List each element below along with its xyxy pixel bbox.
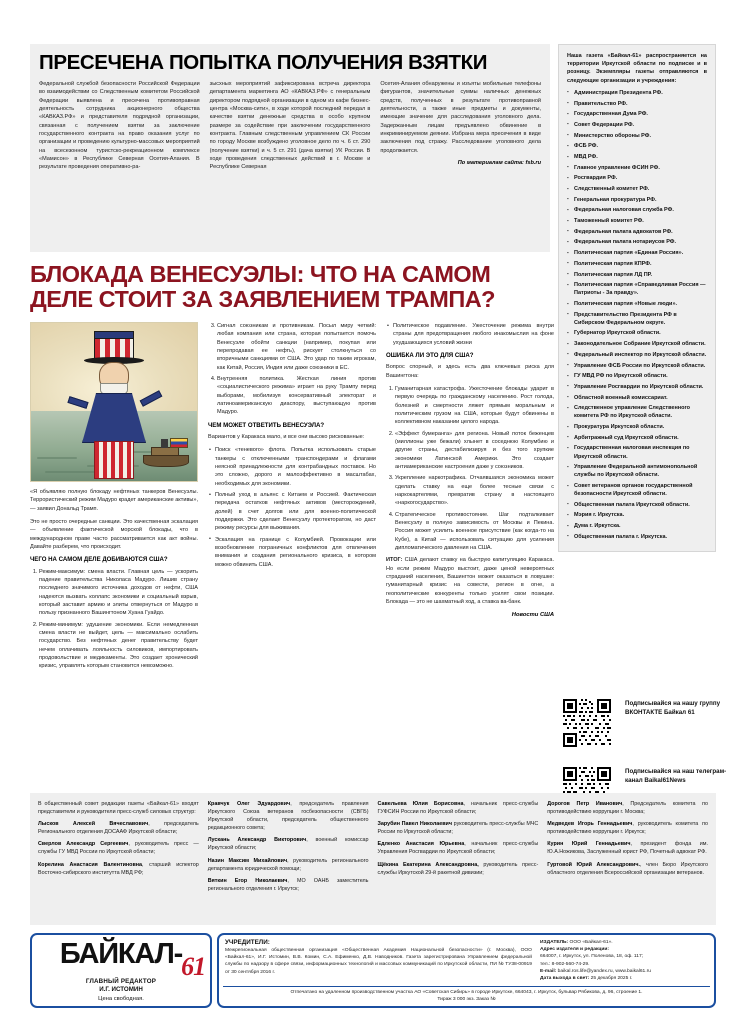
main-story-quote: «Я объявляю полную блокаду нефтяных танкеров Венесуэлы. Террористический режим Мадуро крадет американские активы», — заявил Дональд Трамп.	[30, 489, 198, 512]
answer-item-4: • Политическое подавление. Ужесточение режима внутри страны для предотвращения любого инакомыслия на фоне ухудшающихся условий жизни	[393, 322, 554, 347]
main-story-conclusion	[386, 556, 554, 606]
distribution-list-item: ▪ Государственная Дума РФ.	[567, 110, 707, 118]
distribution-list-item: ▪ Росгвардия РФ.	[567, 174, 707, 182]
distribution-list-item: ▪ Следственное управление Следственного комитета РФ по Иркутской области.	[567, 404, 707, 420]
publisher-heading: ИЗДАТЕЛЬ:	[540, 940, 569, 945]
distribution-list-item: ▪ Представительство Президента РФ в Сибирском Федеральном округе.	[567, 311, 707, 327]
main-story-column-1	[30, 322, 198, 675]
board-member-5	[208, 857, 369, 873]
qr-code-vk-icon[interactable]	[558, 694, 616, 752]
release-label: Дата выхода в свет:	[540, 976, 590, 982]
release-value: 25 декабря 2025 г.	[589, 976, 633, 982]
distribution-list-item: ▪ Политическая партия КПРФ.	[567, 260, 707, 268]
distribution-list-item: ▪ Таможенный комитет РФ.	[567, 217, 707, 225]
distribution-list-item: ▪ ФСБ РФ.	[567, 142, 707, 150]
distribution-list-item: ▪ Генеральная прокуратура РФ.	[567, 196, 707, 204]
board-member-8	[378, 820, 539, 836]
mistake-item-4: 4. Стратегическое противостояние. Шаг подталкивает Венесуэлу в полную зависимость от Москвы и Пекина. Россия может усилить военное присутствие (как когда-то на Кубе), а Китай — использовать ситуацию для усиления дипломатического давления на США.	[395, 511, 554, 553]
publisher-line	[540, 939, 708, 946]
distribution-list-item: ▪ Управление Росгвардии по Иркутской области.	[567, 383, 707, 391]
email-label: E-mail:	[540, 968, 557, 974]
distribution-list-item: ▪ Политическая партия «Единая Россия».	[567, 249, 707, 257]
board-member-1	[38, 840, 199, 856]
distribution-list-item: ▪ Арбитражный суд Иркутской области.	[567, 434, 707, 442]
goals-list-cont	[208, 322, 376, 417]
main-story-headline: БЛОКАДА ВЕНЕСУЭЛЫ: ЧТО НА САМОМ ДЕЛЕ СТОИТ ЗА ЗАЯВЛЕНИЕМ ТРАМПА?	[30, 261, 496, 312]
answer-item-2: • Полный уход в альянс с Китаем и Россией. Фактическая передача остатков нефтяных активов (месторождений, долей) в счет долгов или для военно-политической поддержки. Это сделает Венесуэлу протекторатом, но даст режиму ресурсы для выживания.	[215, 491, 376, 533]
top-story-column-1	[39, 80, 200, 176]
distribution-list-item: ▪ Общественная палата Иркутской области.	[567, 501, 707, 509]
top-story-text-2: зысхных мероприятий зафиксирована встреча директора департамента маркетинга АО «КАВКАЗ.РФ» с генеральным директором подрядной организации в одном из кафе бизнес-центра «Москва-сити», в ходе которой последний передал в качестве взятки денежные средства в особо крупном размере за содействие при заключении государственного контракта. Главным следственным управлением СК России по городу Москве возбуждено уголовное дело по ч. 6 ст. 290 (получение взятки) и ч. 5 ст. 291 (дача взятки) УК России. В ходе проведения следственных действий в г. Москве и Республике Северная	[209, 81, 371, 171]
goal-item-2: 2. Режим-минимум: удушение экономики. Если немедленная смена власти не выйдет, цель — максимально ослабить государство. Без нефтяных денег правительству будет нечем оплачивать лояльность силовиков, импортировать продовольствие и медикаменты. Это создает хронический кризис, управлять которым становится невозможно.	[39, 621, 198, 671]
top-story-column-2	[210, 80, 371, 176]
top-story-column-3	[380, 80, 541, 176]
footer-imprint	[30, 933, 716, 1008]
distribution-list-item: ▪ Дума г. Иркутска.	[567, 522, 707, 530]
board-member-role: , руководитель пресс — службы ГУ МВД России по Иркутской области;	[38, 841, 199, 856]
email-value[interactable]: baikal.ros.life@yandex.ru, www.baikal61.ru	[556, 968, 651, 974]
board-member-role: , начальник пресс-службы ГУФСИН России по Иркутской области;	[377, 801, 539, 816]
board-member-12	[547, 820, 708, 836]
board-member-6	[208, 877, 369, 893]
masthead-title: БАЙКАЛ-	[59, 938, 183, 970]
board-member-name: Сверлов Александр Сергеевич	[38, 841, 129, 848]
mistakes-list	[386, 385, 554, 553]
board-member-name: Савельева Юлия Борисовна	[377, 801, 464, 807]
top-story-block	[30, 44, 550, 252]
editor-name: И.Г. ИСТОМИН	[99, 986, 143, 993]
board-member-name: Лускань Александр Викторович	[207, 837, 307, 844]
board-member-role: руководитель пресс-службы МЧС России по Иркутской области;	[377, 821, 539, 836]
distribution-list-item: ▪ Правительство РФ.	[567, 100, 707, 108]
goal-item-3: 3. Сигнал союзникам и противникам. Посыл миру четкий: любая компания или страна, которая попытается помочь Венесуэле обойти санкции (например, покупая или перепродавая ее нефть), рискует столкнуться со вторичными санкциями от США. Это удар по таким игрокам, как Китай, Россия, Индия или даже союзники в ЕС.	[217, 322, 376, 372]
board-member-role: , член Бюро Иркутского областного отделения Всероссийской организации ветеранов.	[547, 861, 708, 876]
editorial-board-block	[30, 793, 716, 925]
board-member-role: , руководитель комитета по противодействию коррупции г. Иркутск;	[547, 821, 709, 836]
address-line-2: тел.: 8-902-560-74-29.	[540, 961, 590, 967]
masthead-logo	[30, 933, 212, 1008]
top-story-text-3: Осетия-Алания обнаружены и изъяты мобильные телефоны фигурантов, значительные суммы наличных денежных средств, полученных в результате противоправной деятельности, а также иные предметы и документы, имеющие значение для расследования уголовного дела. Задержанным лицам предъявлено обвинение в инкриминируемом деянии. Избрана мера пресечения в виде заключения под стражу. Расследование уголовного дела продолжается.	[380, 81, 542, 154]
board-member-role: , старший испектор Восточно-сибирского институтта МВД РФ;	[38, 861, 199, 876]
qr-vk-row[interactable]	[558, 694, 740, 752]
conclusion-text: США делают ставку на быструю капитуляцию Каракаса. Но если режим Мадуро выстоит, даже ценой невероятных страданий населения, Вашингтон может оказаться в ловушке: гуманитарный кризис на совести, регион в огне, а геополитические конкуренты только усилят свои позиции. Блокада — это не шахматный ход, а ставка ва-банк.	[386, 557, 554, 606]
release-line	[540, 975, 708, 982]
board-member-name: Назин Максим Михайлович	[207, 857, 288, 864]
print-line-2: Тираж 3 000 экз. Заказ №	[437, 997, 496, 1002]
board-member-name: Медведев Игорь Геннадьевич	[547, 821, 633, 828]
distribution-list-item: ▪ Федеральная палата нотариусов РФ.	[567, 238, 707, 246]
board-column-3	[378, 800, 539, 918]
distribution-list-item: ▪ Федеральная палата адвокатов РФ.	[567, 228, 707, 236]
address-heading-label: Адрес издателя и редакции:	[540, 947, 610, 953]
price-label: Цена свободная.	[98, 996, 144, 1002]
mistake-item-3: 3. Укрепление наркотрафика. Отчаявшаяся экономика может сделать ставку на еще более тесные связи с наркокартелями, превратив страну в настоящего «наркогосударство».	[395, 474, 554, 507]
board-member-10	[378, 861, 539, 877]
top-story-columns	[39, 80, 541, 176]
board-member-role: , МО ОАНБ заместитель регионального отделения г. Иркутск;	[207, 877, 369, 892]
distribution-list-item: ▪ Управление ФСБ России по Иркутской области.	[567, 362, 707, 370]
distribution-list-item: ▪ Министерство обороны РФ.	[567, 132, 707, 140]
footer-details	[217, 933, 716, 1008]
distribution-sidebar	[558, 44, 716, 552]
answer-item-3: • Эскалация на границе с Колумбией. Провокации или возобновление пограничных конфликтов для отвлечения внимания и создания регионального кризиса, в котором можно обвинить США.	[215, 536, 376, 569]
board-member-3	[208, 800, 369, 832]
distribution-list-item: ▪ Политическая партия ЛД ПР.	[567, 271, 707, 279]
board-member-9	[378, 840, 539, 856]
publisher-value: ООО «Байкал-61».	[568, 940, 613, 945]
uncle-sam-illustration	[30, 322, 198, 482]
board-member-name: Зарубин Павел Николаевич	[377, 821, 452, 828]
footer-top-row	[219, 935, 714, 985]
distribution-list-item: ▪ Мэрия г. Иркутска.	[567, 511, 707, 519]
distribution-list-item: ▪ Федеральный инспектор по Иркутской области.	[567, 351, 707, 359]
main-story-column-2	[208, 322, 376, 675]
board-member-11	[547, 800, 708, 816]
board-member-role: , военный комиссар Иркутской области;	[207, 837, 369, 852]
goal-item-1: 1. Режим-максимум: смена власти. Главная цель — ускорить падение правительства Николаса Мадуро. Лишив страну последнего значимого источника доходов от нефти, США надеются вызвать коллапс экономики и социальный взрыв, который заставит армию и элиты отвернуться от Мадуро в пользу признанного Вашингтоном Хуана Гуайдо.	[39, 568, 198, 618]
board-member-13	[547, 840, 708, 856]
subhead-mistake: ОШИБКА ЛИ ЭТО ДЛЯ США?	[386, 352, 474, 360]
founders-heading: УЧРЕДИТЕЛИ:	[225, 939, 270, 946]
distribution-list-item: ▪ Управление Федеральной антимонопольной службы по Иркутской области.	[567, 463, 707, 479]
board-member-name: Кравчук Олег Эдуардович	[207, 801, 291, 807]
mistake-intro: Вопрос спорный, и здесь есть два ключевых риска для Вашингтона:	[386, 364, 554, 379]
board-column-2	[208, 800, 369, 918]
answers-list	[208, 446, 376, 569]
board-member-name: Щёкина Екатерина Александровна,	[377, 861, 479, 868]
founders-block	[225, 939, 532, 983]
venezuela-flag-icon	[170, 438, 188, 448]
distribution-list-item: ▪ Совет ветеранов органов государственной безопасности Иркутской области.	[567, 482, 707, 498]
board-member-name: Курин Юрий Геннадьевич	[547, 841, 631, 848]
distribution-list	[567, 89, 707, 541]
distribution-list-item: ▪ МВД РФ.	[567, 153, 707, 161]
board-intro: В общественный совет редакции газеты «Байкал-61» входят представители и руководители пресс-служб силовых структур:	[38, 801, 199, 816]
main-story-intro: Это не просто очередные санкции. Это качественная эскалация — объявление фактической морской блокады, что в международном праве часто рассматривается как акт войны. Давайте разберем, что происходит.	[30, 519, 198, 551]
board-member-role: , президент фонда им. Ю.А.Ножикова, Заслуженный юрист РФ, Почетный адвокат РФ.	[547, 841, 708, 856]
board-member-name: Едленко Анастасия Юрьевна	[377, 841, 465, 848]
board-member-7	[378, 800, 539, 816]
distribution-list-item: ▪ Политическая партия «Новые люди».	[567, 300, 707, 308]
board-member-role: , руководитель регионального департамента юридической помощи;	[207, 857, 369, 872]
distribution-list-item: ▪ Законодательное Собрание Иркутской области.	[567, 340, 707, 348]
board-member-4	[208, 836, 369, 852]
distribution-list-item: ▪ Областной военный комиссариат.	[567, 394, 707, 402]
address-heading	[540, 946, 708, 953]
print-info-block	[219, 987, 714, 1006]
subhead-goals: ЧЕГО НА САМОМ ДЕЛЕ ДОБИВАЮТСЯ США?	[30, 556, 168, 564]
qr-vk-label: Подписывайся на нашу группу ВКОНТАКТЕ Байкал 61	[625, 700, 721, 717]
main-story-column-3	[386, 322, 554, 675]
board-member-role: , начальник пресс-службы Управления Росгвардии по Иркутской области;	[377, 841, 539, 856]
board-member-name: Корелина Анастасия Валентиновна	[38, 861, 143, 868]
answer-intro: Вариантов у Каракаса мало, и все они высоко рискованные:	[208, 433, 365, 440]
qr-telegram-label: Подписывайся на наш телеграм-канал Baikal61News	[625, 768, 727, 785]
print-line-1: Отпечатано на удаленном производственном участка АО «Советская Сибирь» в городе Иркутске, 664043, г. Иркутск, бульвар Рябикова, д. 96, строение 1.	[290, 990, 643, 995]
distribution-list-item: ▪ Государственная налоговая инспекция по Иркутской области.	[567, 444, 707, 460]
board-member-role: , председатель правления Иркутского Союза ветеранов госбезопасности (СВГБ) Иркутской области, председатель общественного редакционного совета;	[207, 801, 369, 832]
conclusion-label: ИТОГ:	[386, 557, 403, 564]
founders-text: Межрегиональная общественная организация «Общественная Академия Национальной безопасности» (г. Москва), ООО «Байкал-61», И.Г. Истомин, В.В. Комин, С.А. Ефименко, Д.В. Наводников. Газета зарегистрирована Управлением федеральной службы по надзору в сфере связи, информационных технологий и массовых коммуникаций по Иркутской области, ПИ № ТУ38-00919 от 30 сентября 2016 г.	[225, 948, 532, 975]
board-member-role: , председатель Регионального отделения ДОСААФ Иркутской области;	[38, 821, 199, 836]
tanker-ship-icon	[143, 439, 189, 467]
main-story-byline: Новости США	[511, 611, 554, 618]
editor-label: ГЛАВНЫЙ РЕДАКТОР	[85, 978, 157, 985]
goals-list	[30, 568, 198, 671]
board-member-name: Вяткин Егор Николаевич	[207, 877, 288, 884]
email-line	[540, 968, 708, 975]
distribution-list-item: ▪ ГУ МВД РФ по Иркутской области.	[567, 372, 707, 380]
distribution-list-item: ▪ Следственный комитет РФ.	[567, 185, 707, 193]
publisher-block	[540, 939, 708, 983]
board-member-role: руководитель пресс-службы Иркутской 29-й ракетной дивизии;	[377, 861, 539, 876]
distribution-list-item: ▪ Федеральная налоговая служба РФ.	[567, 206, 707, 214]
address-line-1: 664007, г. Иркутск, ул. Поленова, 18, оф. 117;	[540, 954, 644, 960]
board-member-2	[38, 861, 199, 877]
board-member-0	[38, 820, 199, 836]
mistake-item-2: 2. «Эффект бумеранга» для региона. Новый поток беженцев (миллионы уже бежали) хлынет в соседнюю Колумбию и другие страны, дестабилизируя и без того хрупкие экономики Латинской Америки. Это создает антиамериканские настроения даже у союзников.	[395, 430, 554, 472]
answer-item-1: • Поиск «теневого» флота. Попытка использовать старые танкеры с отключенными транспондерами и флагами неясной принадлежности для контрабандных поставок. Но это сложно, дорого и малоэффективно в масштабах, необходимых для экономики.	[215, 446, 376, 488]
sidebar-intro: Наша газета «Байкал-61» распространяется на территории Иркутской области по подписке и в розницу. Экземпляры газеты отправляются в следующие организации и учреждения:	[567, 53, 707, 84]
board-member-14	[547, 861, 708, 877]
distribution-list-item: ▪ Прокуратура Иркутской области.	[567, 423, 707, 431]
distribution-list-item: ▪ Администрация Президента РФ.	[567, 89, 707, 97]
distribution-list-item: ▪ Политическая партия «Справедливая Россия — Патриоты - За правду».	[567, 281, 707, 297]
subhead-answer: ЧЕМ МОЖЕТ ОТВЕТИТЬ ВЕНЕСУЭЛА?	[208, 421, 325, 429]
top-story-text-1: Федеральной службой безопасности Российской Федерации во взаимодействии со Следственным комитетом Российской Федерации выявлена и пресечена противоправная деятельность сотрудника акционерного общества «КАВКАЗ.РФ» и представителя подрядной организации, связанная с получением взятки за заключение государственного контракта на право оказания услуг по организации и проведению культурно-массовых мероприятий на всесезонном туристско-рекреационном комплексе «Мамисон» в Республике Северная Осетия-Алания. В результате проведения оперативно-ра-	[39, 81, 200, 171]
board-column-4	[547, 800, 708, 918]
masthead-title-wrap	[59, 938, 206, 981]
distribution-list-item: ▪ Губернатор Иркутской области.	[567, 329, 707, 337]
answers-list-cont	[386, 322, 554, 347]
distribution-list-item: ▪ Главное управление ФСИН РФ.	[567, 164, 707, 172]
mistake-item-1: 1. Гуманитарная катастрофа. Ужесточение блокады ударит в первую очередь по гражданскому населению. Рост голода, болезней и смертности ляжет прямым моральным и политическим грузом на США, которые будут обвинены в коллективном наказании целого народа.	[395, 385, 554, 427]
board-member-role: , Председатель комитета по противодействию коррупции г. Москва;	[547, 801, 709, 816]
board-member-name: Гуртовой Юрий Александрович.	[547, 861, 640, 868]
board-column-1	[38, 800, 199, 918]
main-story-columns	[30, 322, 555, 675]
board-member-name: Дорогов Петр Иванович	[547, 801, 623, 807]
top-story-headline: ПРЕСЕЧЕНА ПОПЫТКА ПОЛУЧЕНИЯ ВЗЯТКИ	[39, 51, 488, 74]
goal-item-4: 4. Внутренняя политика. Жесткая линия против «социалистического режима» играет на руку Трампу перед выборами, мобилизуя консервативный электорат и латиноамериканскую диаспору, выступающую против Мадуро.	[217, 375, 376, 417]
masthead-number: 61	[181, 952, 206, 981]
distribution-list-item: ▪ Общественная палата г. Иркутска.	[567, 533, 707, 541]
board-member-name: Лысков Алексей Вячеславович	[38, 821, 149, 828]
top-story-source: По материалам сайта: fsb.ru	[457, 160, 542, 167]
distribution-list-item: ▪ Совет Федерации РФ.	[567, 121, 707, 129]
